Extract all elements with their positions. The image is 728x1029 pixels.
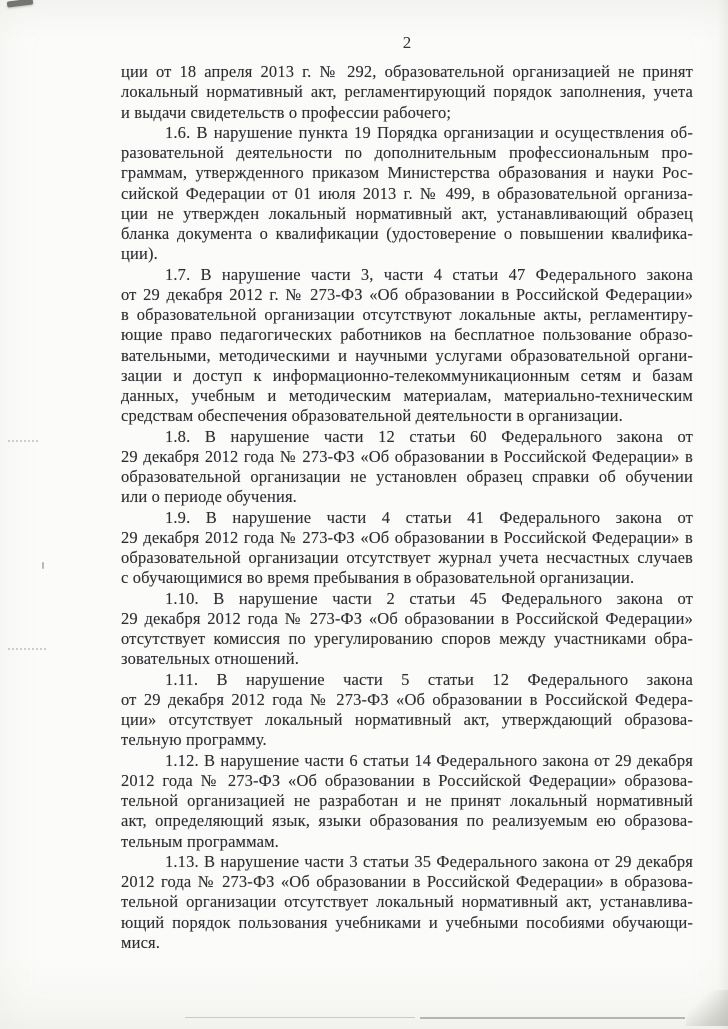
text-line: вательными, методическими и научными услугами образовательной органи- xyxy=(121,345,693,365)
text-line: ции» отсутствует локальный нормативный акт, утверждающий образова- xyxy=(121,710,693,729)
text-line: бланка документа о квалификации (удостоверение о повышении квалифика- xyxy=(121,224,693,243)
text-line: разовательной деятельности по дополнительным профессиональным про- xyxy=(121,143,693,162)
text-line: тельной организации отсутствует локальный нормативный акт, устанавлива- xyxy=(121,892,693,912)
text-line: 1.8. В нарушение части 12 статьи 60 Федерального закона от xyxy=(165,426,693,446)
text-line: с обучающимися во время пребывания в образовательной организации. xyxy=(121,568,635,588)
scan-artifact-bottom-right-smudge xyxy=(686,990,728,1026)
text-line: ющие право педагогических работников на бесплатное пользование образо- xyxy=(121,325,693,345)
page-number: 2 xyxy=(402,33,412,52)
text-line: 29 декабря 2012 года № 273-ФЗ «Об образовании в Российской Федерации» xyxy=(121,608,693,628)
text-line: ющий порядок пользования учебниками и учебными пособиями обучающи- xyxy=(121,912,693,932)
text-line: ции не утвержден локальный нормативный акт, устанавливающий образец xyxy=(121,203,693,223)
text-line: 1.13. В нарушение части 3 статьи 35 Федерального закона от 29 декабря xyxy=(165,851,693,871)
text-line: отсутствует комиссия по урегулированию споров между участниками обра- xyxy=(121,629,693,648)
scan-artifact-top-left-mark xyxy=(7,0,34,8)
text-line: и выдачи свидетельств о профессии рабочего; xyxy=(121,102,452,122)
text-line: в образовательной организации отсутствуют локальные акты, регламентиру- xyxy=(121,305,693,324)
scan-artifact-left-dash-1 xyxy=(8,440,38,444)
text-line: 2012 года № 273-ФЗ «Об образовании в Российской Федерации» в образова- xyxy=(121,872,693,891)
text-line: тельным программам. xyxy=(121,831,279,851)
text-line: мися. xyxy=(121,932,161,952)
text-line: зовательных отношений. xyxy=(121,649,299,669)
scan-artifact-right-edge-shading xyxy=(718,0,728,1029)
text-line: граммам, утвержденного приказом Министерства образования и науки Рос- xyxy=(121,163,693,183)
text-line: от 29 декабря 2012 года № 273-ФЗ «Об образовании в Российской Федера- xyxy=(121,689,693,709)
document-body xyxy=(121,62,693,953)
scan-artifact-bottom-line-2 xyxy=(420,1017,685,1019)
text-line: образовательной организации отсутствует журнал учета несчастных случаев xyxy=(121,548,693,567)
text-line: ции). xyxy=(121,244,158,264)
text-line: 1.9. В нарушение части 4 статьи 41 Федерального закона от xyxy=(165,507,693,527)
text-line: 1.10. В нарушение части 2 статьи 45 Федерального закона от xyxy=(165,588,693,608)
text-line: образовательной организации не установлен образец справки об обучении xyxy=(121,467,693,486)
text-line: акт, определяющий язык, языки образования по реализуемым ею образова- xyxy=(121,811,693,831)
text-line: 29 декабря 2012 года № 273-ФЗ «Об образовании в Российской Федерации» в xyxy=(121,446,693,466)
text-line: или о периоде обучения. xyxy=(121,487,297,507)
text-line: 1.6. В нарушение пункта 19 Порядка организации и осуществления об- xyxy=(165,122,693,142)
scan-artifact-left-dash-2 xyxy=(8,648,46,652)
text-line: данных, учебным и методическим материалам, материально-техническим xyxy=(121,386,693,405)
text-line: тельную программу. xyxy=(121,730,267,750)
scan-artifact-bottom-line-1 xyxy=(185,1017,415,1018)
scan-artifact-left-speck xyxy=(42,562,44,569)
text-line: 1.12. В нарушение части 6 статьи 14 Федерального закона от 29 декабря xyxy=(165,750,693,770)
text-line: от 29 декабря 2012 г. № 273-ФЗ «Об образовании в Российской Федерации» xyxy=(121,284,693,304)
text-line: 2012 года № 273-ФЗ «Об образовании в Российской Федерации» образова- xyxy=(121,770,693,790)
text-line: 29 декабря 2012 года № 273-ФЗ «Об образовании в Российской Федерации» в xyxy=(121,527,693,547)
text-line: сийской Федерации от 01 июля 2013 г. № 499, в образовательной организа- xyxy=(121,183,693,203)
text-line: локальный нормативный акт, регламентирующий порядок заполнения, учета xyxy=(121,82,693,102)
text-line: ции от 18 апреля 2013 г. № 292, образовательной организацией не принят xyxy=(121,62,693,81)
text-line: 1.11. В нарушение части 5 статьи 12 Федерального закона xyxy=(165,669,693,689)
text-line: зации и доступ к информационно-телекоммуникационным сетям и базам xyxy=(121,365,693,385)
text-line: тельной организацией не разработан и не принят локальный нормативный xyxy=(121,791,693,810)
text-line: 1.7. В нарушение части 3, части 4 статьи 47 Федерального закона xyxy=(165,264,693,284)
text-line: средствам обеспечения образовательной деятельности в организации. xyxy=(121,406,623,426)
